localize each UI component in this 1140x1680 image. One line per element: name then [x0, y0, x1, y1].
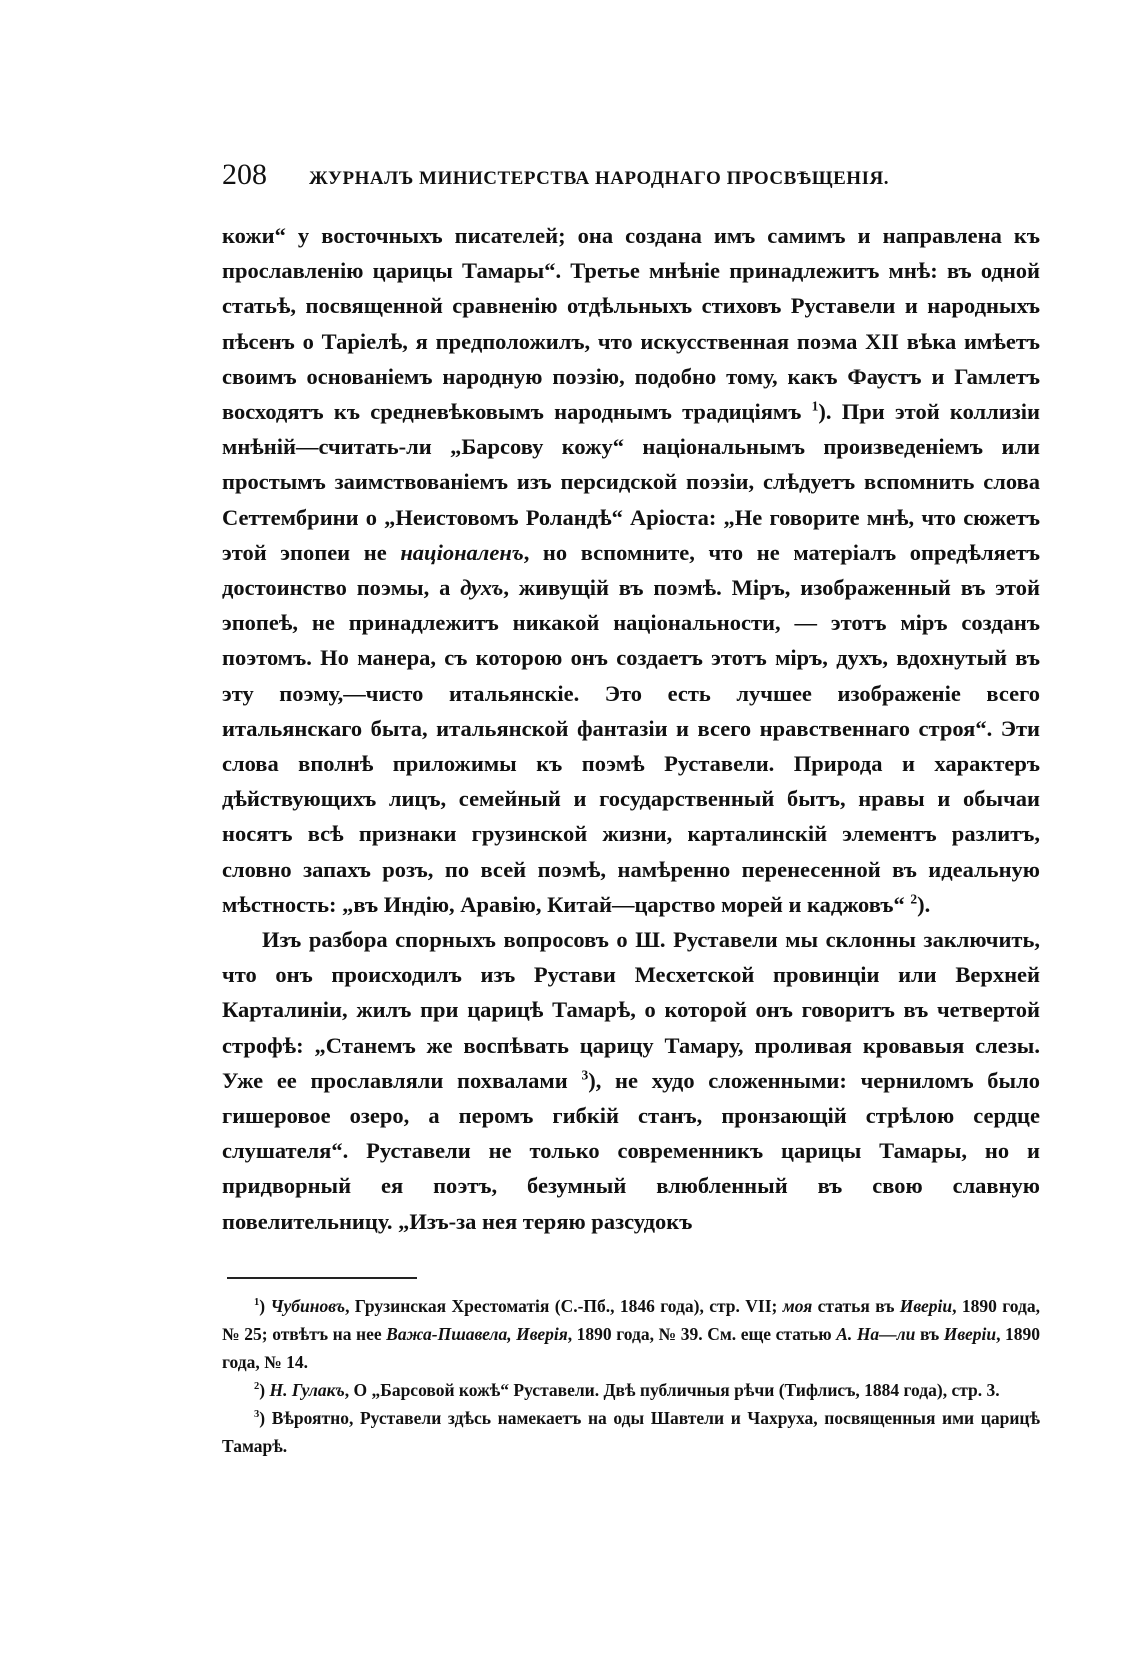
paragraph-1: кожи“ у восточныхъ писателей; она создана имъ самимъ и направлена къ прославленію царицы Тамары“. Третье мнѣніе принадлежитъ мнѣ: въ одной статьѣ, посвященной сравненію отдѣльныхъ стиховъ Руставели и народныхъ пѣсенъ о Таріелѣ, я предположилъ, что искусственная поэма XII вѣка имѣетъ своимъ основаніемъ народную поэзію, подобно тому, какъ Фаустъ и Гамлетъ восходятъ къ средневѣковымъ народнымъ традиціямъ $^1$). При этой коллизіи мнѣній—считать-ли „Барсову кожу“ національнымъ произведеніемъ или простымъ заимствованіемъ изъ персидской поэзіи, слѣдуетъ вспомнить слова Сеттембрини о „Неистовомъ Роландѣ“ Аріоста: „Не говорите мнѣ, что сюжетъ этой эпопеи не націоналенъ, но вспомните, что не матеріалъ опредѣляетъ достоинство поэмы, а духъ, живущій въ поэмѣ. Міръ, изображенный въ этой эпопеѣ, не принадлежитъ никакой національности, — этотъ міръ созданъ поэтомъ. Но манера, съ которою онъ создаетъ этотъ міръ, духъ, вдохнутый въ эту поэму,—чисто итальянскіе. Это есть лучшее изображеніе всего итальянскаго быта, итальянской фантазіи и всего нравственнаго строя“. Эти слова вполнѣ приложимы къ поэмѣ Руставели. Природа и характеръ дѣйствующихъ лицъ, семейный и государственный бытъ, нравы и обычаи носятъ всѣ признаки грузинской жизни, карталинскій элементъ разлитъ, словно запахъ розъ, по всей поэмѣ, намѣренно перенесенной въ идеальную мѣстность: „въ Индію, Аравію, Китай—царство морей и каджовъ“ $^2$). [222, 223, 1041, 917]
footnote-marker: 2 [254, 1381, 260, 1393]
footnotes [222, 1292, 1040, 1460]
footnote-ref-2: 2 [910, 891, 918, 907]
footnote-marker: 3 [254, 1409, 260, 1421]
footnote-ref-1: 1 [811, 398, 819, 414]
main-text [222, 218, 1040, 1239]
page-number: 208 [222, 158, 267, 191]
journal-title: ЖУРНАЛЪ МИНИСТЕРСТВА НАРОДНАГО ПРОСВѢЩЕНІЯ. [309, 168, 889, 189]
footnote-ref-3: 3 [581, 1067, 589, 1083]
paragraph-2: Изъ разбора спорныхъ вопросовъ о Ш. Руставели мы склонны заключить, что онъ происходилъ изъ Рустави Месхетской провинціи или Верхней Карталиніи, жилъ при царицѣ Тамарѣ, о которой онъ говоритъ въ четвертой строфѣ: „Станемъ же воспѣвать царицу Тамару, проливая кровавыя слезы. Уже ее прославляли похвалами $^3$), не худо сложенными: черниломъ было гишеровое озеро, а перомъ гибкій станъ, пронзающій стрѣлою сердце слушателя“. Руставели не только современникъ царицы Тамары, но и придворный ея поэтъ, безумный влюбленный въ свою славную повелительницу. „Изъ-за нея теряю разсудокъ [222, 927, 1040, 1234]
footnote-1: $^1$) Чубиновъ, Грузинская Хрестоматія (С.-Пб., 1846 года), стр. VII; моя статья въ Иверіи, 1890 года, № 25; отвѣтъ на нее Важа-Пшавела, Иверія, 1890 года, № 39. См. еще статью А. На—ли въ Иверіи, 1890 года, № 14. [222, 1296, 1041, 1372]
emphasis-text: духъ [460, 575, 504, 601]
emphasis-text: націоналенъ [400, 539, 524, 565]
footnote-2: $^2$) Н. Гулакъ, О „Барсовой кожѣ“ Руставели. Двѣ публичныя рѣчи (Тифлисъ, 1884 года), стр. 3. [254, 1380, 1000, 1400]
running-head [222, 158, 1040, 198]
footnote-author: Чубиновъ [270, 1296, 346, 1316]
footnote-marker: 1 [254, 1297, 260, 1309]
footnote-author: Н. Гулакъ [269, 1380, 345, 1400]
footnote-3: $^3$) Вѣроятно, Руставели здѣсь намекаетъ на оды Шавтели и Чахруха, посвященныя ими царицѣ Тамарѣ. [222, 1408, 1040, 1456]
footnote-divider [227, 1277, 417, 1279]
